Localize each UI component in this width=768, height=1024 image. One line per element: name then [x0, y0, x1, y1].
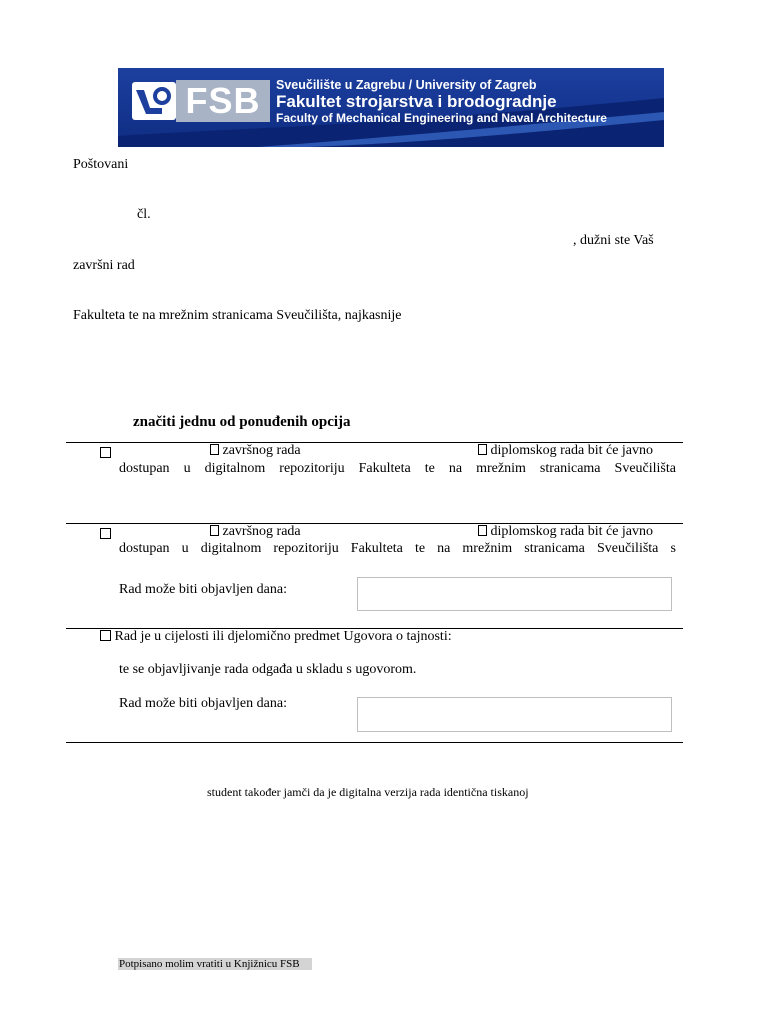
zavrsni-rad-text: završni rad [73, 258, 135, 273]
option-2-line2: dostupan u digitalnom repozitoriju Fakulteta te na mrežnim stranicama Sveučilišta s [119, 541, 676, 556]
duzni-text: , dužni ste Vaš [573, 233, 654, 248]
diplomskog-label: diplomskog rada bit će javno [490, 443, 654, 458]
zavrsnog-label: završnog rada [222, 443, 301, 458]
option-2-diplomskog [478, 524, 653, 540]
option-2-date-field[interactable] [357, 577, 672, 611]
guarantee-text: student također jamči da je digitalna verzija rada identična tiskanoj [207, 785, 529, 799]
diplomskog-checkbox-icon [478, 444, 487, 455]
faculty-name-croatian: Fakultet strojarstva i brodogradnje [276, 92, 557, 111]
option-3-line2: te se objavljivanje rada odgađa u skladu s ugovorom. [119, 662, 417, 677]
clanak-text: čl. [137, 207, 151, 222]
option-2-date-label: Rad može biti objavljen dana: [119, 582, 287, 597]
option-2-zavrsnog [210, 524, 301, 540]
option-3-row [100, 629, 452, 645]
salutation: Poštovani [73, 157, 129, 172]
divider-4 [66, 742, 683, 743]
diplomskog-label: diplomskog rada bit će javno [490, 524, 654, 539]
option-2-checkbox[interactable] [100, 528, 111, 539]
fakulteta-line: Fakulteta te na mrežnim stranicama Sveučilišta, najkasnije [73, 308, 402, 323]
return-note: Potpisano molim vratiti u Knjižnicu FSB [118, 958, 312, 970]
option-1-line2: dostupan u digitalnom repozitoriju Fakulteta te na mrežnim stranicama Sveučilišta [119, 461, 676, 476]
options-heading: značiti jednu od ponuđenih opcija [133, 414, 351, 430]
option-3-date-label: Rad može biti objavljen dana: [119, 696, 287, 711]
option-1-checkbox[interactable] [100, 447, 111, 458]
option-1-diplomskog [478, 443, 653, 459]
university-name: Sveučilište u Zagrebu / University of Zagreb [276, 78, 537, 92]
option-3-checkbox[interactable] [100, 630, 111, 641]
faculty-emblem-icon [132, 82, 176, 120]
diplomskog-checkbox-icon [478, 525, 487, 536]
zavrsnog-label: završnog rada [222, 524, 301, 539]
zavrsnog-checkbox-icon [210, 525, 219, 536]
zavrsnog-checkbox-icon [210, 444, 219, 455]
faculty-name-english: Faculty of Mechanical Engineering and Naval Architecture [276, 111, 607, 125]
faculty-banner [118, 68, 664, 147]
option-3-date-field[interactable] [357, 697, 672, 732]
fsb-logo-text: FSB [176, 80, 270, 122]
option-3-label: Rad je u cijelosti ili djelomično predmet Ugovora o tajnosti: [114, 629, 452, 644]
option-1-zavrsnog [210, 443, 301, 459]
